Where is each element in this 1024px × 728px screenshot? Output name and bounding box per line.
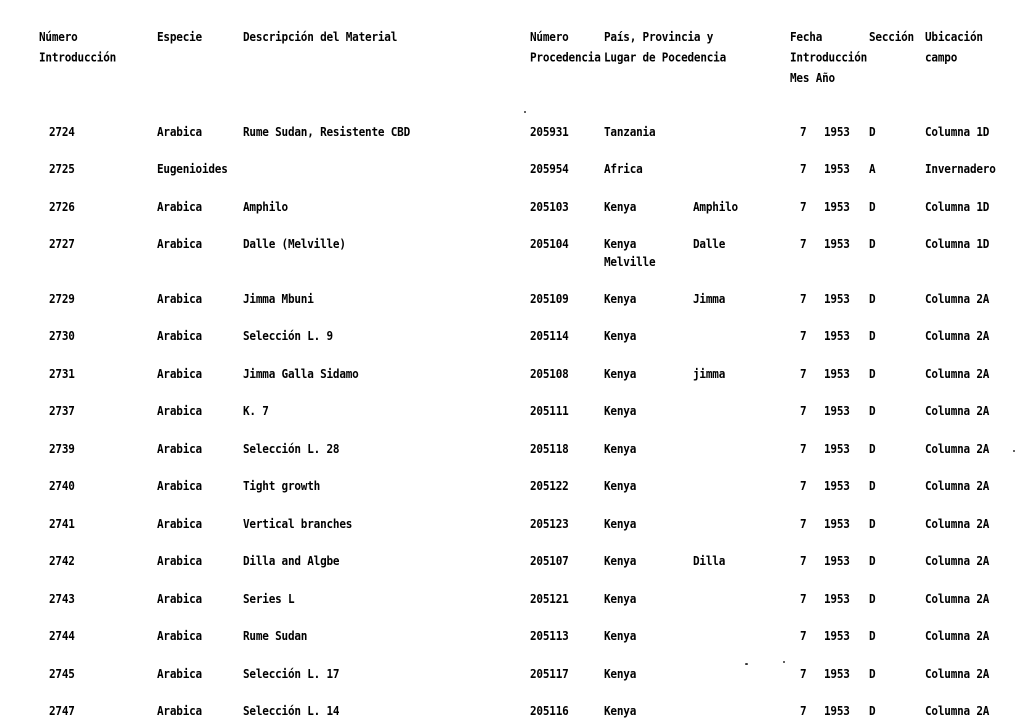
cell-numero: 2724	[49, 124, 75, 140]
cell-numero: 2743	[49, 591, 75, 607]
cell-descripcion: Jimma Galla Sidamo	[243, 366, 359, 382]
cell-seccion: A	[869, 161, 876, 177]
cell-mes: 7	[800, 666, 807, 682]
cell-numero: 2742	[49, 553, 75, 569]
cell-procedencia: 205108	[530, 366, 569, 382]
cell-anio: 1953	[824, 591, 850, 607]
cell-mes: 7	[800, 291, 807, 307]
cell-pais: Kenya	[604, 628, 637, 644]
cell-anio: 1953	[824, 291, 850, 307]
cell-especie: Arabica	[157, 441, 202, 457]
cell-procedencia: 205109	[530, 291, 569, 307]
cell-mes: 7	[800, 366, 807, 382]
cell-pais: Kenya	[604, 516, 637, 532]
cell-numero: 2741	[49, 516, 75, 532]
cell-mes: 7	[800, 236, 807, 252]
scan-speck	[524, 111, 526, 113]
cell-seccion: D	[869, 366, 876, 382]
cell-especie: Eugenioides	[157, 161, 228, 177]
cell-procedencia: 205123	[530, 516, 569, 532]
cell-ubicacion: Columna 2A	[925, 291, 990, 307]
cell-especie: Arabica	[157, 703, 202, 719]
cell-especie: Arabica	[157, 628, 202, 644]
cell-descripcion: Jimma Mbuni	[243, 291, 314, 307]
cell-especie: Arabica	[157, 403, 202, 419]
cell-mes: 7	[800, 478, 807, 494]
cell-ubicacion: Columna 2A	[925, 591, 990, 607]
cell-anio: 1953	[824, 403, 850, 419]
cell-numero: 2730	[49, 328, 75, 344]
cell-numero: 2737	[49, 403, 75, 419]
cell-ubicacion: Columna 1D	[925, 236, 990, 252]
cell-mes: 7	[800, 161, 807, 177]
cell-lugar: jimma	[693, 366, 726, 382]
header-numero-introduccion: Número Introducción	[39, 29, 117, 65]
header-ubicacion-campo: Ubicación campo	[925, 29, 983, 65]
cell-ubicacion: Invernadero	[925, 161, 996, 177]
cell-pais: Kenya	[604, 236, 637, 252]
cell-anio: 1953	[824, 628, 850, 644]
cell-descripcion: Rume Sudan, Resistente CBD	[243, 124, 410, 140]
cell-anio: 1953	[824, 366, 850, 382]
cell-ubicacion: Columna 2A	[925, 516, 990, 532]
cell-anio: 1953	[824, 124, 850, 140]
cell-pais: Kenya	[604, 441, 637, 457]
cell-procedencia: 205117	[530, 666, 569, 682]
cell-seccion: D	[869, 236, 876, 252]
cell-mes: 7	[800, 403, 807, 419]
cell-ubicacion: Columna 2A	[925, 441, 990, 457]
cell-seccion: D	[869, 516, 876, 532]
cell-anio: 1953	[824, 236, 850, 252]
header-descripcion: Descripción del Material	[243, 29, 398, 45]
cell-numero: 2740	[49, 478, 75, 494]
cell-seccion: D	[869, 703, 876, 719]
header-pais-provincia: País, Provincia y Lugar de Pocedencia	[604, 29, 727, 65]
cell-ubicacion: Columna 2A	[925, 403, 990, 419]
cell-descripcion: Dalle (Melville)	[243, 236, 346, 252]
cell-especie: Arabica	[157, 478, 202, 494]
cell-anio: 1953	[824, 703, 850, 719]
cell-numero: 2747	[49, 703, 75, 719]
cell-mes: 7	[800, 441, 807, 457]
cell-mes: 7	[800, 553, 807, 569]
cell-ubicacion: Columna 1D	[925, 124, 990, 140]
cell-seccion: D	[869, 628, 876, 644]
cell-ubicacion: Columna 2A	[925, 628, 990, 644]
cell-procedencia: 205111	[530, 403, 569, 419]
cell-pais: Kenya	[604, 328, 637, 344]
cell-anio: 1953	[824, 553, 850, 569]
cell-seccion: D	[869, 441, 876, 457]
cell-especie: Arabica	[157, 553, 202, 569]
cell-descripcion: Vertical branches	[243, 516, 353, 532]
cell-procedencia: 205107	[530, 553, 569, 569]
cell-pais: Kenya	[604, 478, 637, 494]
cell-ubicacion: Columna 2A	[925, 703, 990, 719]
cell-especie: Arabica	[157, 366, 202, 382]
cell-lugar: Jimma	[693, 291, 726, 307]
cell-descripcion: Selección L. 14	[243, 703, 340, 719]
cell-pais: Africa	[604, 161, 643, 177]
header-seccion: Sección	[869, 29, 914, 45]
cell-descripcion: Amphilo	[243, 199, 288, 215]
cell-descripcion: Selección L. 28	[243, 441, 340, 457]
cell-pais: Kenya	[604, 366, 637, 382]
cell-especie: Arabica	[157, 236, 202, 252]
cell-procedencia: 205121	[530, 591, 569, 607]
cell-seccion: D	[869, 291, 876, 307]
cell-lugar: Dalle	[693, 236, 726, 252]
cell-pais: Kenya	[604, 403, 637, 419]
scan-speck	[745, 663, 748, 665]
cell-ubicacion: Columna 2A	[925, 666, 990, 682]
cell-anio: 1953	[824, 161, 850, 177]
cell-anio: 1953	[824, 516, 850, 532]
cell-descripcion: Rume Sudan	[243, 628, 308, 644]
cell-procedencia: 205118	[530, 441, 569, 457]
cell-seccion: D	[869, 666, 876, 682]
cell-numero: 2729	[49, 291, 75, 307]
cell-ubicacion: Columna 2A	[925, 366, 990, 382]
cell-mes: 7	[800, 703, 807, 719]
cell-lugar: Amphilo	[693, 199, 738, 215]
cell-anio: 1953	[824, 199, 850, 215]
cell-pais: Tanzania	[604, 124, 656, 140]
header-especie: Especie	[157, 29, 202, 45]
cell-pais: Kenya	[604, 199, 637, 215]
cell-seccion: D	[869, 328, 876, 344]
cell-mes: 7	[800, 199, 807, 215]
cell-descripcion: Selección L. 17	[243, 666, 340, 682]
cell-anio: 1953	[824, 666, 850, 682]
cell-numero: 2726	[49, 199, 75, 215]
cell-descripcion: K. 7	[243, 403, 269, 419]
cell-pais: Kenya	[604, 553, 637, 569]
cell-ubicacion: Columna 2A	[925, 478, 990, 494]
cell-numero: 2725	[49, 161, 75, 177]
header-numero-procedencia: Número Procedencia	[530, 29, 601, 65]
cell-seccion: D	[869, 199, 876, 215]
cell-procedencia: 205122	[530, 478, 569, 494]
cell-anio: 1953	[824, 441, 850, 457]
cell-procedencia: 205116	[530, 703, 569, 719]
cell-numero: 2745	[49, 666, 75, 682]
cell-procedencia: 205113	[530, 628, 569, 644]
cell-procedencia: 205114	[530, 328, 569, 344]
cell-mes: 7	[800, 628, 807, 644]
cell-pais: Kenya	[604, 703, 637, 719]
cell-anio: 1953	[824, 478, 850, 494]
cell-pais: Kenya	[604, 666, 637, 682]
cell-numero: 2744	[49, 628, 75, 644]
cell-mes: 7	[800, 516, 807, 532]
cell-procedencia: 205104	[530, 236, 569, 252]
cell-mes: 7	[800, 328, 807, 344]
cell-especie: Arabica	[157, 124, 202, 140]
cell-procedencia: 205103	[530, 199, 569, 215]
cell-ubicacion: Columna 2A	[925, 328, 990, 344]
cell-lugar: Dilla	[693, 553, 726, 569]
cell-especie: Arabica	[157, 591, 202, 607]
cell-numero: 2731	[49, 366, 75, 382]
scan-speck	[783, 661, 785, 663]
cell-especie: Arabica	[157, 199, 202, 215]
cell-seccion: D	[869, 553, 876, 569]
scan-speck	[1013, 450, 1015, 452]
cell-seccion: D	[869, 403, 876, 419]
cell-especie: Arabica	[157, 291, 202, 307]
cell-seccion: D	[869, 124, 876, 140]
cell-numero: 2739	[49, 441, 75, 457]
cell-procedencia: 205931	[530, 124, 569, 140]
cell-especie: Arabica	[157, 328, 202, 344]
header-fecha-introduccion: Fecha Introducción Mes Año	[790, 29, 868, 86]
cell-especie: Arabica	[157, 666, 202, 682]
cell-ubicacion: Columna 1D	[925, 199, 990, 215]
cell-mes: 7	[800, 591, 807, 607]
cell-procedencia: 205954	[530, 161, 569, 177]
cell-pais: Kenya	[604, 591, 637, 607]
cell-seccion: D	[869, 478, 876, 494]
cell-numero: 2727	[49, 236, 75, 252]
cell-especie: Arabica	[157, 516, 202, 532]
cell-mes: 7	[800, 124, 807, 140]
cell-ubicacion: Columna 2A	[925, 553, 990, 569]
cell-anio: 1953	[824, 328, 850, 344]
cell-descripcion: Series L	[243, 591, 295, 607]
cell-seccion: D	[869, 591, 876, 607]
cell-pais-line2: Melville	[604, 254, 656, 270]
cell-pais: Kenya	[604, 291, 637, 307]
cell-descripcion: Dilla and Algbe	[243, 553, 340, 569]
cell-descripcion: Selección L. 9	[243, 328, 333, 344]
cell-descripcion: Tight growth	[243, 478, 321, 494]
